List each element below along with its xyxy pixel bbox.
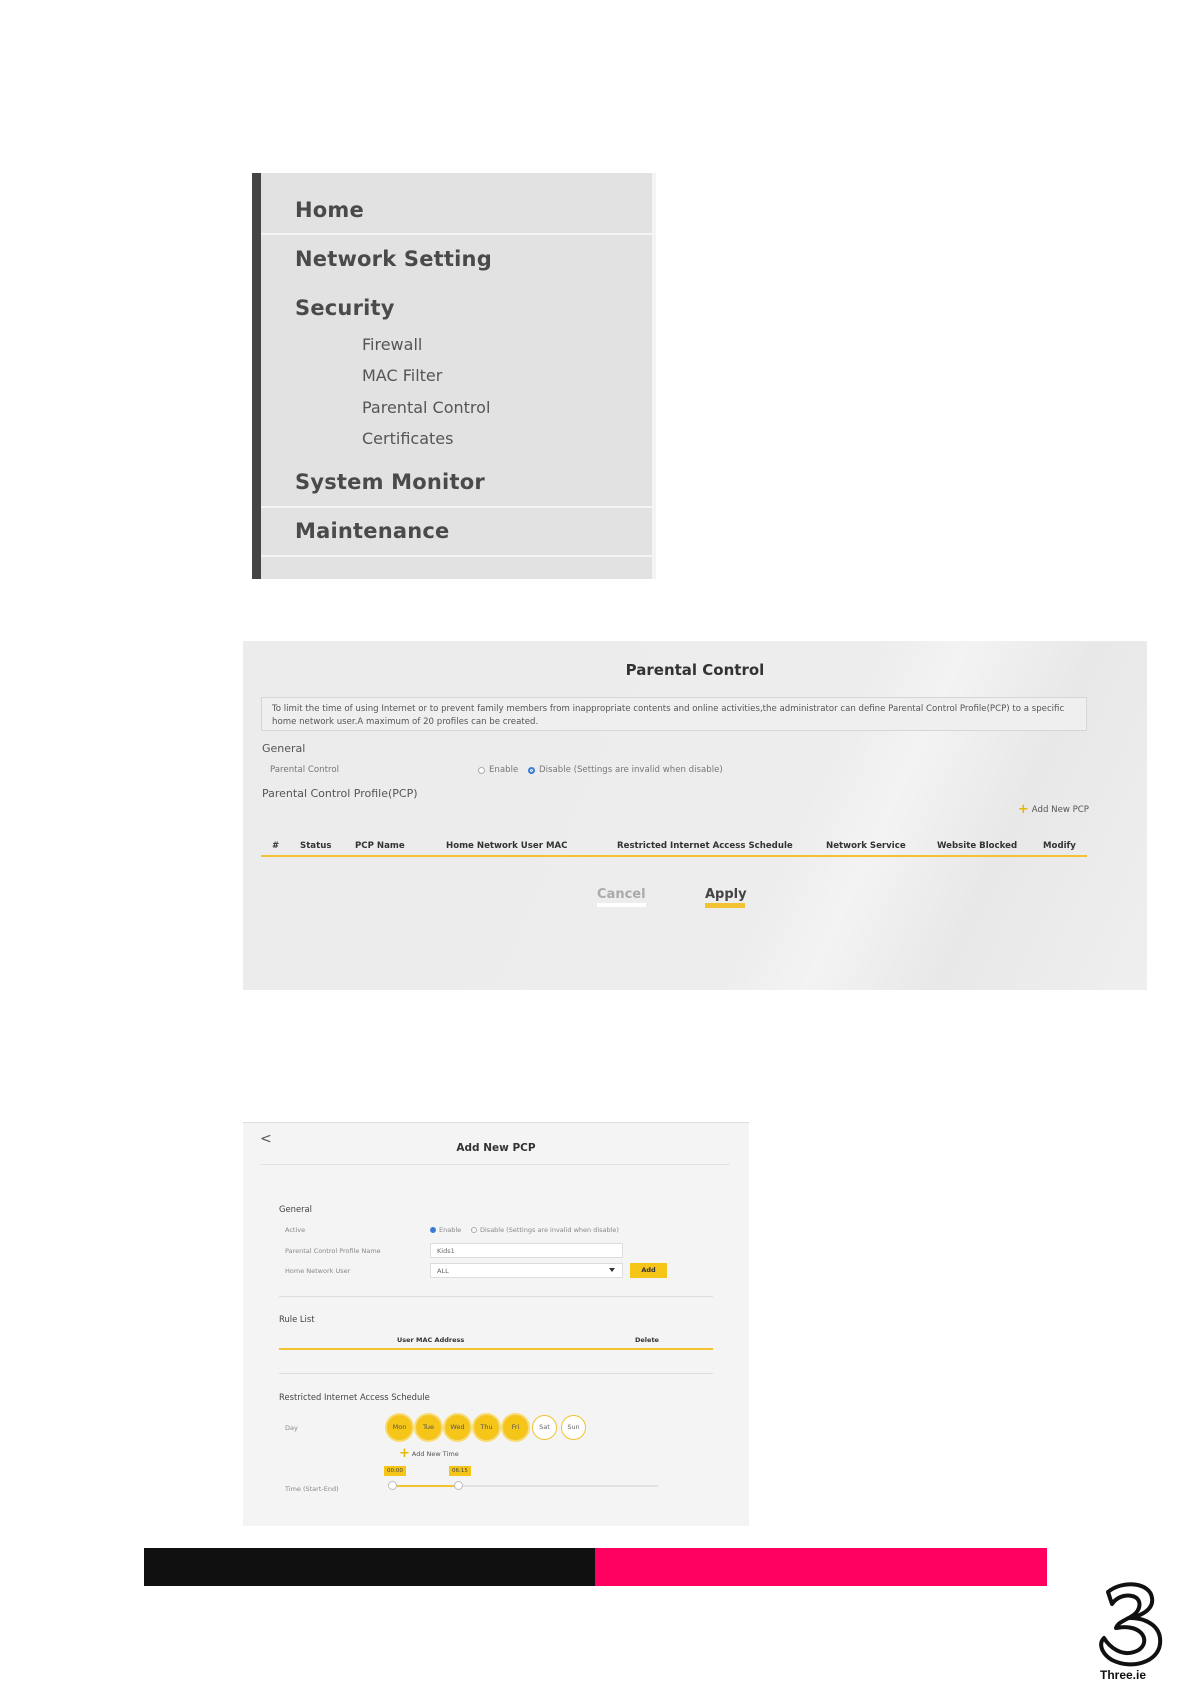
day-sat[interactable]: Sat [532, 1415, 557, 1440]
day-mon[interactable]: Mon [387, 1415, 412, 1440]
column-header: Restricted Internet Access Schedule [617, 841, 793, 851]
menu-subitem-certificates[interactable]: Certificates [362, 429, 454, 448]
active-disable-radio[interactable]: Disable (Settings are invalid when disable) [471, 1226, 619, 1234]
radio-on-icon[interactable] [528, 767, 535, 774]
info-box: To limit the time of using Internet or to prevent family members from inappropriate contents and online activities,the administrator can define Parental Control Profile(PCP) to a specific home network user.A maximum of 20 profiles can be created. [261, 697, 1087, 731]
day-fri[interactable]: Fri [503, 1415, 528, 1440]
time-end-tooltip: 06:15 [449, 1466, 471, 1476]
time-end-handle[interactable] [454, 1481, 463, 1490]
menu-subitem-mac-filter[interactable]: MAC Filter [362, 366, 443, 385]
active-enable-radio[interactable]: Enable [430, 1226, 461, 1234]
day-wed[interactable]: Wed [445, 1415, 470, 1440]
section-pcp: Parental Control Profile(PCP) [262, 787, 418, 800]
section-general: General [262, 742, 306, 755]
active-label: Active [285, 1226, 306, 1234]
home-user-select[interactable]: ALL [430, 1263, 623, 1278]
menu-item-network-setting[interactable]: Network Setting [295, 247, 492, 271]
column-header-delete: Delete [635, 1336, 659, 1344]
parental-control-label: Parental Control [270, 765, 339, 775]
footer-band-pink [595, 1548, 1047, 1586]
add-new-time-button[interactable]: + Add New Time [399, 1446, 459, 1461]
plus-icon: + [1017, 802, 1029, 817]
add-new-pcp-screenshot [243, 1122, 749, 1526]
column-header-mac: User MAC Address [397, 1336, 465, 1344]
radio-off-icon[interactable] [471, 1227, 477, 1233]
menu-item-maintenance[interactable]: Maintenance [295, 519, 450, 543]
time-start-tooltip: 00:00 [384, 1466, 406, 1476]
section-rule-list: Rule List [279, 1314, 315, 1324]
menu-subitem-firewall[interactable]: Firewall [362, 335, 423, 354]
day-tue[interactable]: Tue [416, 1415, 441, 1440]
day-thu[interactable]: Thu [474, 1415, 499, 1440]
add-button[interactable]: Add [630, 1263, 667, 1278]
menu-item-home[interactable]: Home [295, 198, 364, 222]
column-header: # [272, 841, 280, 851]
menu-item-security[interactable]: Security [295, 296, 395, 320]
time-start-handle[interactable] [388, 1481, 397, 1490]
column-header: PCP Name [355, 841, 405, 851]
brand-name: Three.ie [1100, 1668, 1147, 1682]
cancel-button[interactable]: Cancel [597, 887, 646, 902]
section-general: General [279, 1204, 313, 1214]
home-user-label: Home Network User [285, 1267, 351, 1275]
apply-button[interactable]: Apply [705, 887, 747, 902]
back-arrow-icon[interactable]: < [260, 1131, 272, 1147]
parental-control-screenshot [243, 641, 1147, 990]
menu-screenshot [252, 173, 656, 579]
profile-name-input[interactable]: Kids1 [430, 1243, 623, 1258]
disable-radio[interactable]: Disable (Settings are invalid when disable) [528, 765, 723, 775]
column-header: Network Service [826, 841, 906, 851]
enable-radio[interactable]: Enable [478, 765, 518, 775]
dialog-title: Add New PCP [456, 1142, 536, 1154]
column-header: Home Network User MAC [446, 841, 568, 851]
plus-icon: + [399, 1446, 410, 1461]
time-label: Time (Start-End) [285, 1485, 339, 1493]
menu-side-bar [252, 173, 261, 579]
radio-off-icon[interactable] [478, 767, 485, 774]
day-sun[interactable]: Sun [561, 1415, 586, 1440]
profile-name-label: Parental Control Profile Name [285, 1247, 381, 1255]
page-title: Parental Control [625, 661, 765, 679]
add-new-pcp-button[interactable]: + Add New PCP [1017, 802, 1089, 817]
radio-on-icon[interactable] [430, 1227, 436, 1233]
column-header: Modify [1043, 841, 1076, 851]
menu-subitem-parental-control[interactable]: Parental Control [362, 398, 491, 417]
menu-item-system-monitor[interactable]: System Monitor [295, 470, 485, 494]
three-logo-icon [1088, 1578, 1168, 1670]
column-header: Status [300, 841, 332, 851]
time-slider-range [393, 1485, 459, 1487]
rule-list-underline [279, 1348, 713, 1350]
day-label: Day [285, 1424, 298, 1432]
footer-band-black [144, 1548, 595, 1586]
section-schedule: Restricted Internet Access Schedule [279, 1392, 430, 1402]
caret-down-icon [609, 1268, 615, 1272]
column-header: Website Blocked [937, 841, 1018, 851]
day-selector [387, 1415, 586, 1440]
table-header-underline [261, 855, 1087, 857]
